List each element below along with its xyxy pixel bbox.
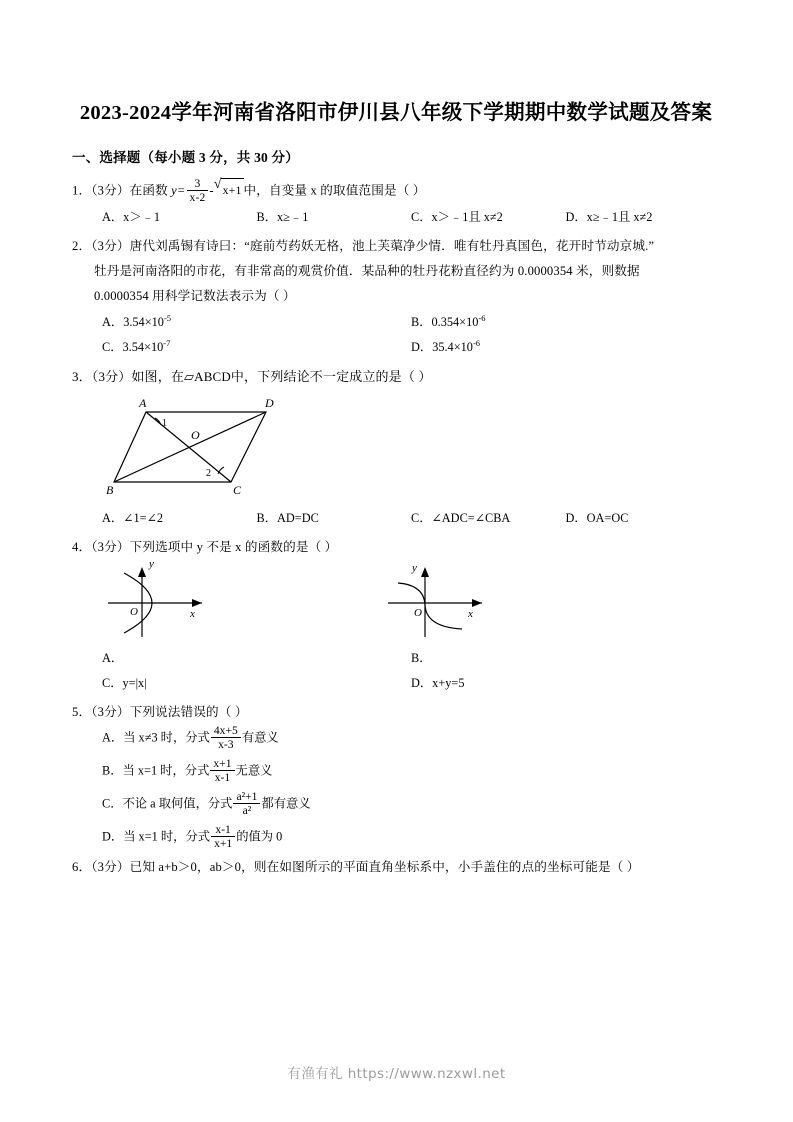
question-1	[72, 178, 720, 230]
question-3-text: 如图，在▱ABCD中，下列结论不一定成立的是（ ）	[131, 369, 432, 385]
fraction-numerator: 4x+5	[211, 724, 241, 738]
footer-watermark: 有渔有礼 https://www.nzxwl.net	[287, 1066, 506, 1082]
question-2-line-1: 唐代刘禹锡有诗曰：“庭前芍药妖无格，池上芙蕖净少情．唯有牡丹真国色，花开时节动京城.”	[129, 239, 655, 254]
question-4-number: 4．（3分）	[72, 540, 130, 555]
question-2-number: 2．（3分）	[72, 239, 130, 254]
question-3-option-a[interactable]: A．∠1=∠2	[102, 511, 164, 526]
question-2-line-2: 牡丹是河南洛阳的市花，有非常高的观赏价值．某品种的牡丹花粉直径约为 0.0000354 米，则数据	[94, 264, 640, 279]
question-4-options-row-2	[72, 671, 720, 696]
option-d-label: D．	[411, 340, 433, 354]
y-axis-arrow	[421, 567, 429, 577]
question-6-text: 已知 a+b＞0，ab＞0，则在如图所示的平面直角坐标系中，小手盖住的点的坐标可能是（ ）	[129, 860, 640, 875]
question-1-number: 1．（3分）	[72, 183, 130, 198]
question-5	[72, 700, 720, 851]
axis-label-x: x	[468, 607, 473, 620]
question-3-figure-wrap	[72, 394, 720, 504]
question-3-stem	[72, 364, 720, 390]
question-4	[72, 535, 720, 696]
origin-label-o: O	[414, 606, 422, 619]
option-d-pre: 当 x=1 时，分式	[123, 829, 211, 844]
vertex-label-d: D	[265, 396, 274, 411]
decreasing-hyperbola-graph	[382, 561, 500, 641]
question-4-option-a[interactable]: A．	[102, 650, 124, 665]
question-1-stem	[72, 178, 720, 205]
question-1-option-c[interactable]: C．x＞﹣1且 x≠2	[411, 209, 503, 224]
option-c-label: C．	[102, 796, 123, 811]
x-axis-arrow	[192, 599, 202, 607]
question-2	[72, 234, 720, 360]
option-c-fraction	[233, 790, 260, 817]
question-6-stem	[72, 855, 720, 880]
origin-label-o: O	[130, 605, 138, 618]
question-3	[72, 364, 720, 531]
question-5-option-d[interactable]	[102, 824, 720, 851]
option-b-exponent: -6	[478, 312, 486, 323]
option-c-mantissa: 3.54×10	[122, 340, 164, 354]
question-5-option-b[interactable]	[102, 758, 720, 785]
question-4-options-row-1	[72, 646, 720, 671]
question-4-text: 下列选项中 y 不是 x 的函数的是（ ）	[129, 540, 338, 555]
square-root-icon	[214, 178, 244, 203]
option-c-pre: 不论 a 取何值，分式	[122, 796, 233, 811]
question-2-line-3: 0.0000354 用科学记数法表示为（ ）	[94, 289, 296, 304]
option-d-post: 的值为 0	[236, 829, 283, 844]
question-1-formula-lhs: y=	[171, 183, 186, 198]
question-5-text: 下列说法错误的（ ）	[129, 705, 248, 719]
question-4-option-c[interactable]: C．y=|x|	[102, 675, 147, 690]
x-axis-arrow	[472, 599, 482, 607]
question-3-options	[72, 506, 720, 531]
question-3-option-b[interactable]: B．AD=DC	[256, 511, 319, 526]
question-2-options-row-1	[72, 310, 720, 335]
fraction-numerator: x-1	[211, 823, 235, 837]
option-c-post: 都有意义	[261, 796, 311, 811]
option-a-pre: 当 x≠3 时，分式	[123, 730, 210, 745]
option-a-fraction	[211, 724, 241, 751]
question-3-option-c[interactable]: C．∠ADC=∠CBA	[411, 511, 511, 526]
option-a-mantissa: 3.54×10	[123, 314, 164, 329]
question-2-option-a[interactable]	[102, 310, 411, 335]
y-axis-arrow	[138, 567, 146, 577]
question-1-text-before: 在函数	[129, 183, 172, 198]
axis-label-y: y	[412, 561, 417, 574]
question-4-figure-b-cell	[382, 561, 662, 646]
option-d-exponent: -6	[472, 337, 481, 348]
page-title: 2023-2024学年河南省洛阳市伊川县八年级下学期期中数学试题及答案	[79, 102, 713, 124]
question-1-option-b[interactable]: B．x≥﹣1	[256, 209, 309, 224]
document-body	[72, 96, 720, 884]
vertex-label-c: C	[233, 483, 242, 498]
question-6-number: 6．（3分）	[72, 860, 130, 875]
option-d-fraction	[211, 823, 235, 850]
option-d-mantissa: 35.4×10	[432, 340, 473, 354]
question-3-option-d[interactable]: D．OA=OC	[565, 511, 629, 526]
question-2-stem	[72, 234, 720, 310]
option-c-exponent: -7	[163, 337, 171, 348]
question-5-number: 5．（3分）	[72, 705, 130, 719]
fraction-denominator: x-1	[214, 771, 231, 785]
question-4-option-d[interactable]: D．x+y=5	[411, 675, 465, 690]
vertex-label-b: B	[106, 483, 114, 498]
question-2-option-d[interactable]	[411, 335, 720, 360]
radical-sign: √	[213, 177, 222, 193]
question-4-figures	[72, 561, 720, 646]
question-1-minus-sign: -	[209, 183, 214, 198]
question-5-option-c[interactable]	[102, 791, 720, 818]
fraction-denominator: x-2	[189, 190, 206, 204]
question-2-options-row-2	[72, 335, 720, 360]
option-b-mantissa: 0.354×10	[431, 314, 479, 329]
option-a-exponent: -5	[163, 312, 172, 323]
vertex-label-a: A	[139, 396, 147, 411]
question-1-option-a[interactable]: A．x＞﹣1	[102, 209, 161, 224]
axis-label-y: y	[149, 560, 154, 570]
question-2-option-b[interactable]	[411, 310, 720, 335]
fraction-numerator: a²+1	[233, 790, 260, 804]
question-1-options	[72, 205, 720, 230]
section-heading: 一、选择题（每小题 3 分，共 30 分）	[72, 149, 299, 165]
option-b-post: 无意义	[235, 763, 273, 778]
axis-label-x: x	[190, 607, 195, 620]
angle-label-1: 1	[162, 418, 167, 430]
question-2-option-c[interactable]	[102, 335, 411, 360]
option-a-label: A．	[102, 314, 124, 329]
question-5-stem	[72, 700, 720, 725]
option-b-pre: 当 x=1 时，分式	[122, 763, 210, 778]
option-a-label: A．	[102, 730, 124, 745]
question-4-stem	[72, 535, 720, 560]
question-5-options	[72, 725, 720, 851]
question-5-option-a[interactable]	[102, 725, 720, 752]
fraction-numerator: 3	[187, 177, 209, 191]
option-b-label: B．	[411, 314, 432, 329]
question-6	[72, 855, 720, 880]
sideways-parabola-graph	[102, 561, 220, 641]
intersection-label-o: O	[191, 428, 200, 443]
question-4-option-b[interactable]: B．	[411, 650, 432, 665]
question-4-figure-a-cell	[102, 561, 382, 646]
option-d-label: D．	[102, 829, 124, 844]
option-b-label: B．	[102, 763, 123, 778]
option-b-fraction	[210, 757, 234, 784]
question-1-text-after: 中，自变量 x 的取值范围是（ ）	[243, 183, 426, 198]
question-1-option-d[interactable]: D．x≥﹣1且 x≠2	[565, 209, 653, 224]
fraction-denominator: a²	[242, 804, 252, 818]
fraction-denominator: x+1	[214, 837, 233, 851]
radicand: x+1	[221, 178, 244, 203]
option-c-label: C．	[102, 340, 123, 354]
parallelogram-abcd-diagram	[106, 394, 286, 499]
angle-label-2: 2	[206, 468, 211, 480]
question-3-number: 3．（3分）	[72, 369, 132, 385]
fraction-numerator: x+1	[210, 757, 234, 771]
fraction-denominator: x-3	[218, 738, 234, 752]
question-1-fraction	[187, 177, 209, 204]
option-a-post: 有意义	[241, 730, 279, 745]
